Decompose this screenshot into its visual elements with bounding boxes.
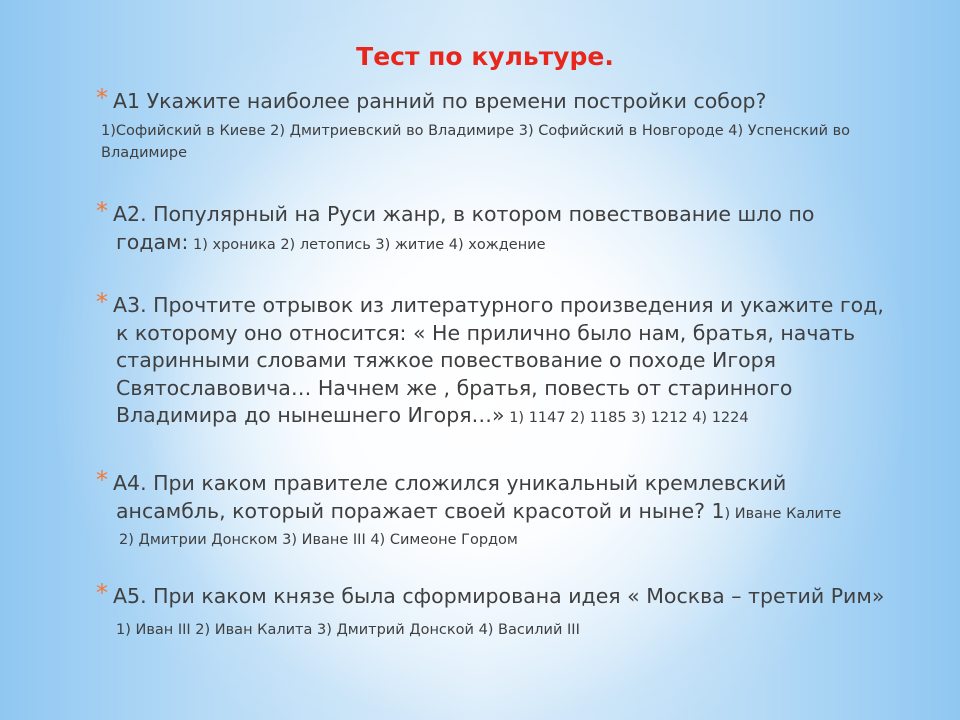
question-a4-options-line2: 2) Дмитрии Донском 3) Иване III 4) Симеоне Гордом [119, 532, 518, 548]
question-a2-options: 1) хроника 2) летопись 3) житие 4) хождение [188, 236, 546, 253]
bullet-icon: * [96, 466, 108, 494]
question-a1 [96, 84, 887, 116]
bullet-icon: * [96, 84, 108, 112]
question-a2 [96, 197, 887, 259]
question-a4-body [96, 466, 887, 528]
question-a3-body [96, 288, 887, 433]
question-a4 [96, 466, 887, 552]
question-a5 [96, 579, 887, 644]
bullet-icon: * [96, 288, 108, 316]
slide-title: Тест по культуре. [356, 42, 614, 71]
bullet-icon: * [96, 197, 108, 225]
question-a5-body [96, 579, 887, 644]
question-a5-options: 1) Иван III 2) Иван Калита 3) Дмитрий Донской 4) Василий III [116, 621, 580, 638]
question-a4-options: ) Иване Калите [724, 505, 842, 522]
question-a4-text: А4. При каком правителе сложился уникальный кремлевский ансамбль, который поражает своей красотой и ныне? 1 [113, 471, 787, 523]
question-a1-text: А1 Укажите наиболее ранний по времени постройки собор? [113, 89, 767, 113]
question-a2-body [96, 197, 887, 259]
question-a3 [96, 288, 887, 433]
question-a3-text: А3. Прочтите отрывок из литературного произведения и укажите год, к которому оно относится: « Не прилично было нам, братья, начать старинными словами тяжкое повествование о походе Игоря Святославовича… Начнем же , братья, повесть от старинного Владимира до нынешнего Игоря…» [113, 293, 884, 427]
question-a1-options-block [97, 120, 887, 164]
question-a1-options: 1)Софийский в Киеве 2) Дмитриевский во Владимире 3) Софийский в Новгороде 4) Успенский во Владимире [101, 123, 851, 161]
bullet-icon: * [96, 579, 108, 607]
question-a2-text: А2. Популярный на Руси жанр, в котором повествование шло по годам: [113, 202, 815, 254]
question-a3-options: 1) 1147 2) 1185 3) 1212 4) 1224 [504, 410, 749, 426]
question-a5-text: А5. При каком князе была сформирована идея « Москва – третий Рим» [113, 584, 885, 608]
